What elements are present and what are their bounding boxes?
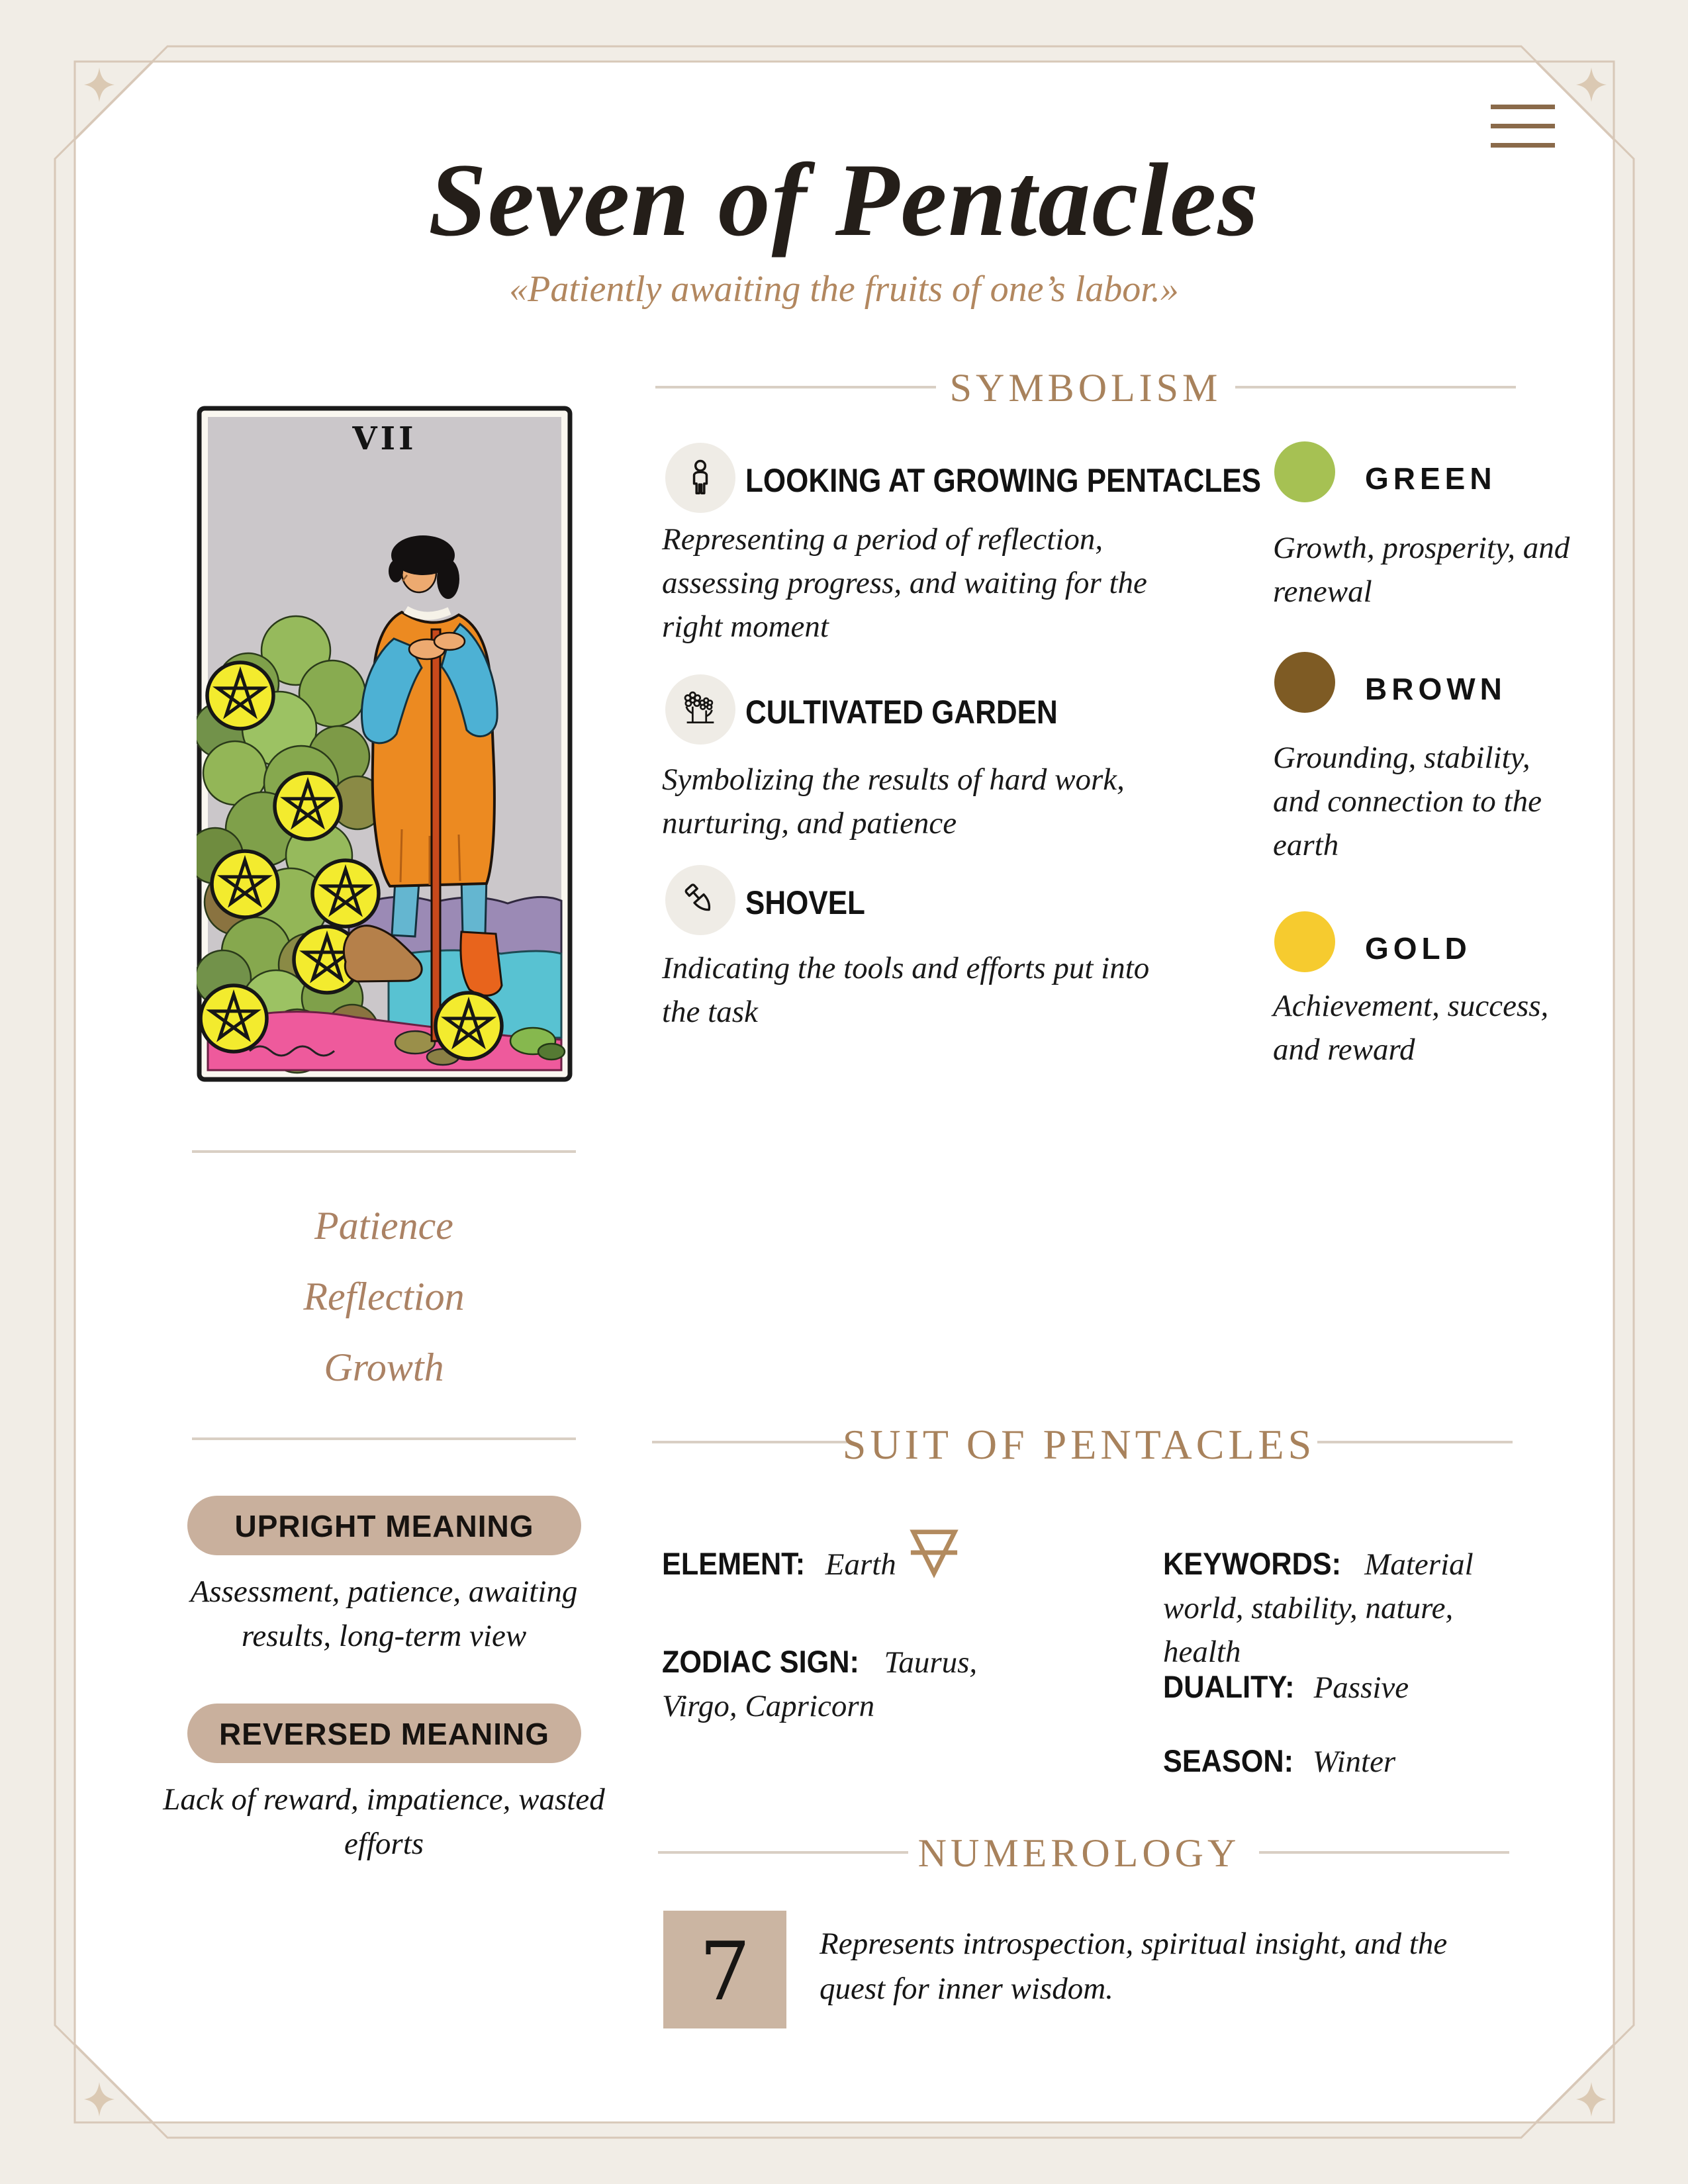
upright-meaning-text: Assessment, patience, awaiting results, long-term view: [190, 1574, 578, 1653]
garden-flowers-icon: [679, 688, 722, 731]
symbolism-item-label: SHOVEL: [745, 884, 865, 921]
sparkle-star-icon: [1576, 68, 1607, 102]
color-description: Achievement, success, and reward: [1273, 989, 1549, 1067]
season-fact: [1163, 1739, 1530, 1784]
zodiac-value: Taurus, Virgo, Capricorn: [662, 1645, 978, 1723]
page-title: Seven of Pentacles: [428, 142, 1260, 258]
figure-left-leg: [392, 881, 419, 936]
element-fact: [662, 1542, 1033, 1586]
element-label: ELEMENT:: [662, 1546, 806, 1581]
reversed-meaning-badge: REVERSED MEANING: [187, 1704, 581, 1763]
figure-right-boot: [461, 932, 502, 995]
color-swatch-gold: [1274, 911, 1335, 972]
symbolism-icon-circle: [665, 865, 735, 935]
reversed-meaning-text: Lack of reward, impatience, wasted efforts: [163, 1782, 605, 1861]
divider-line: [192, 1150, 576, 1153]
grass-tuft: [538, 1044, 565, 1060]
keywords-label: KEYWORDS:: [1163, 1546, 1342, 1581]
zodiac-fact: [662, 1640, 1006, 1728]
duality-fact: [1163, 1665, 1530, 1709]
earth-symbol-icon: [908, 1524, 960, 1578]
keyword-patience: Patience: [314, 1204, 453, 1248]
color-swatch-green: [1274, 441, 1335, 502]
symbolism-item-label: CULTIVATED GARDEN: [745, 694, 1058, 731]
color-description: Grounding, stability, and connection to the earth: [1273, 741, 1542, 862]
keyword-reflection: Reflection: [303, 1275, 465, 1318]
symbolism-icon-circle: [665, 443, 735, 513]
card-numeral: VII: [352, 420, 417, 457]
figure-hair: [389, 560, 403, 582]
symbolism-icon-circle: [665, 674, 735, 745]
tarot-card-illustration: [197, 406, 573, 1082]
season-value: Winter: [1312, 1745, 1396, 1779]
color-name-label: GREEN: [1365, 461, 1497, 496]
figure-hair: [437, 559, 459, 599]
figure-hand: [434, 633, 465, 650]
symbolism-heading: SYMBOLISM: [949, 366, 1222, 410]
figure-staff: [432, 629, 440, 1041]
ground-pentacle: [436, 993, 502, 1059]
divider-line: [192, 1437, 576, 1440]
symbolism-item-description: Symbolizing the results of hard work, nurturing, and patience: [662, 762, 1125, 841]
color-name-label: BROWN: [1365, 672, 1507, 706]
numerology-number-box: 7: [663, 1911, 786, 2028]
symbolism-item-description: Representing a period of reflection, assessing progress, and waiting for the right moment: [662, 522, 1147, 644]
rock: [395, 1031, 435, 1054]
figure-right-leg: [461, 877, 487, 935]
color-description: Growth, prosperity, and renewal: [1273, 531, 1570, 609]
element-value: Earth: [825, 1547, 896, 1582]
upright-meaning-badge: UPRIGHT MEANING: [187, 1496, 581, 1555]
sparkle-star-icon: [1576, 2082, 1607, 2116]
duality-label: DUALITY:: [1163, 1669, 1295, 1704]
keywords-fact: [1163, 1542, 1530, 1674]
keywords-value: Material world, stability, nature, health: [1163, 1547, 1474, 1669]
header-rule-right: [1259, 1851, 1509, 1854]
season-label: SEASON:: [1163, 1743, 1294, 1778]
color-swatch-brown: [1274, 652, 1335, 713]
sparkle-star-icon: [84, 2082, 115, 2116]
person-icon: [679, 457, 722, 499]
shovel-icon: [679, 879, 722, 921]
numerology-heading: NUMEROLOGY: [917, 1831, 1241, 1875]
duality-value: Passive: [1313, 1670, 1409, 1705]
symbolism-item-description: Indicating the tools and efforts put into the task: [662, 951, 1150, 1029]
keyword-growth: Growth: [324, 1345, 444, 1389]
header-rule-right: [1317, 1441, 1513, 1443]
hamburger-menu-icon: [1491, 124, 1555, 128]
zodiac-label: ZODIAC SIGN:: [662, 1644, 859, 1679]
suit-heading: SUIT OF PENTACLES: [842, 1421, 1316, 1468]
numerology-text: Represents introspection, spiritual insight, and the quest for inner wisdom.: [820, 1927, 1448, 2006]
symbolism-item-label: LOOKING AT GROWING PENTACLES: [745, 462, 1261, 499]
header-rule-right: [1235, 386, 1516, 388]
page-subtitle: «Patiently awaiting the fruits of one’s labor.»: [509, 269, 1179, 310]
sparkle-star-icon: [84, 68, 115, 102]
hamburger-menu-icon: [1491, 105, 1555, 109]
color-name-label: GOLD: [1365, 931, 1472, 966]
